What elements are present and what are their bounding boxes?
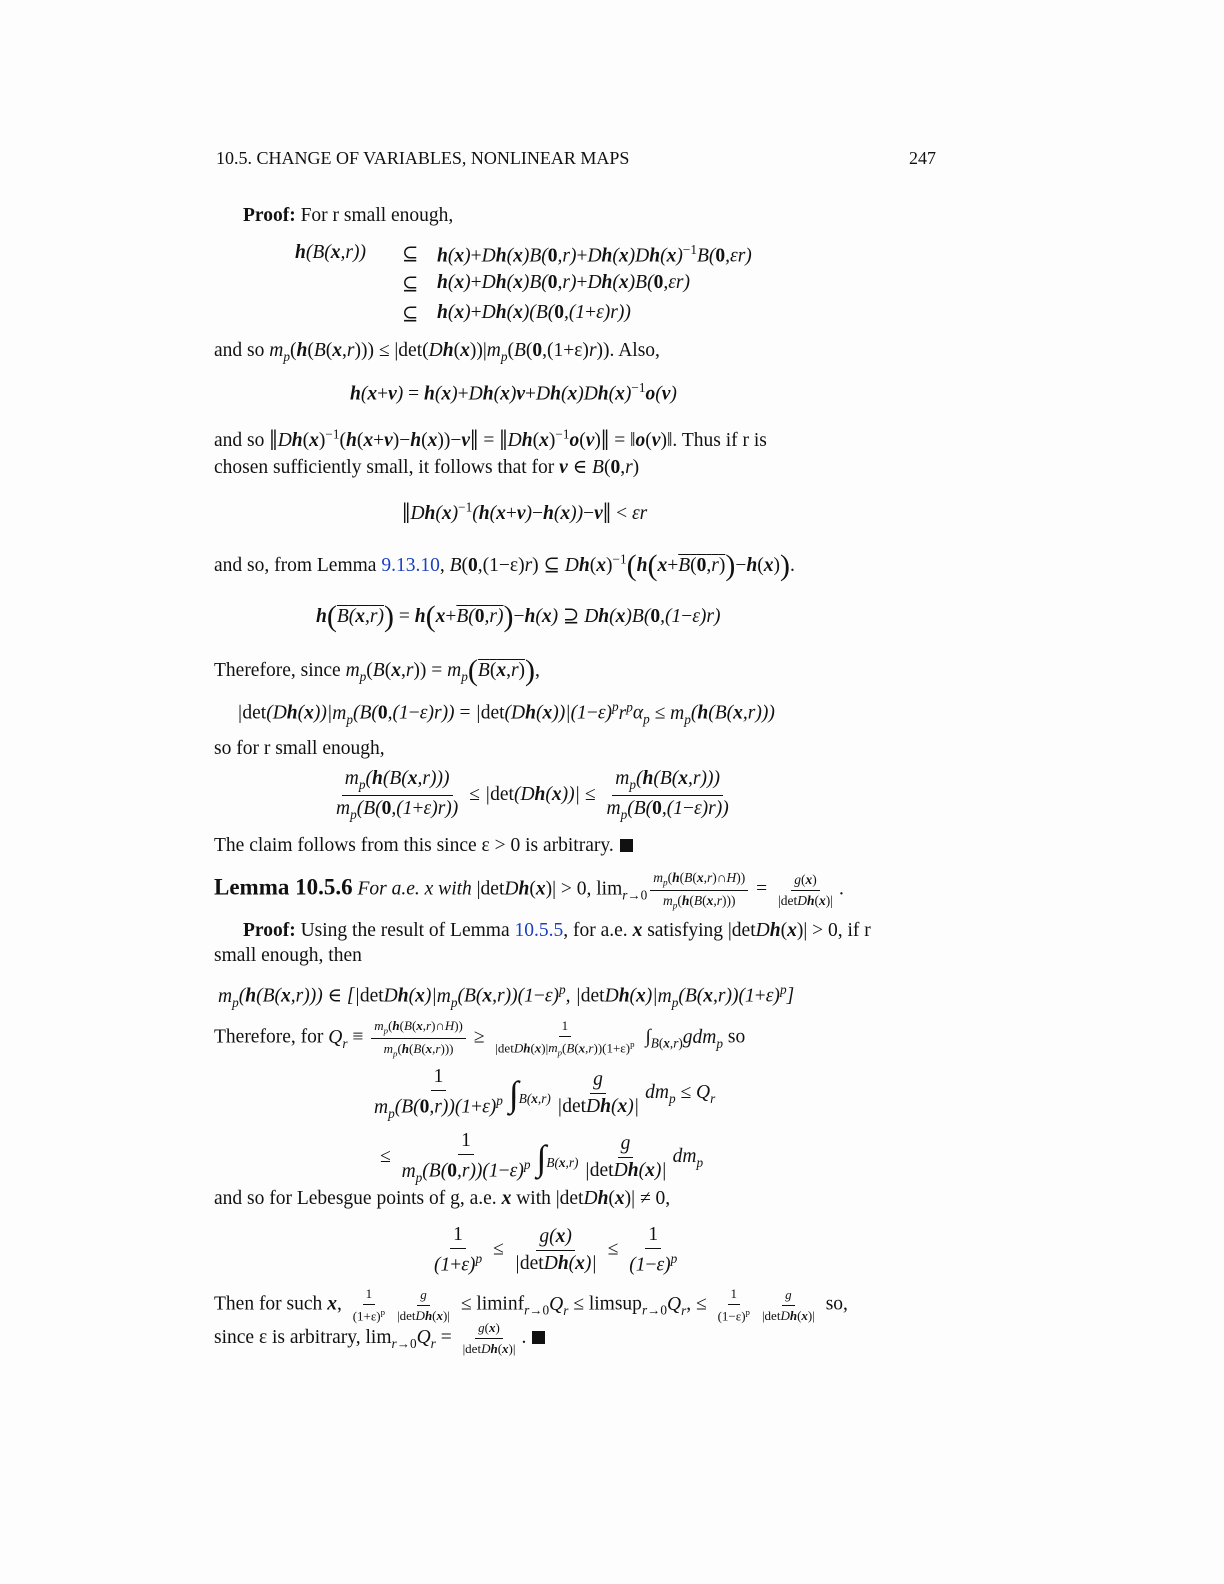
equation-norm-bound: $‖Dh(x)^{-1}(h(x+v)-h(x))-v‖ < \varepsilon r$ — [402, 497, 648, 530]
so-for-r-line: so for r small enough, — [214, 738, 385, 759]
equation-inclusion-1: h(B(x,r)) — [295, 242, 366, 263]
equation-inclusion-2: h(x)+Dh(x)B(0,r)+Dh(x)B(0,εr) — [437, 272, 690, 293]
subseteq-symbol-3: ⊆ — [402, 304, 419, 325]
proof2-intro: Proof: Using the result of Lemma 10.5.5, for a.e. x satisfying |detDh(x)| > 0, if r — [243, 920, 871, 941]
equation-sandwich: $\frac{m_p(h(B(x,r)))}{m_p(B(0,(1+\varepsilon)r))}$ ≤ |det(Dh(x))| ≤ $\frac{m_p(h(B(x,r)))}{m_p(B(0,(1-\varepsilon)r))}$ — [336, 768, 729, 822]
lemma-title: Lemma 10.5.6 — [214, 874, 353, 900]
equation-qr-upper: ≤ $\frac{1}{m_p(B(0,r))(1-\varepsilon)^p}$ $\int_{B(x,r)}$ $\frac{g}{\text{|detDh(x)|}}$ $dm_p$ — [380, 1130, 704, 1185]
proof-label: Proof: — [243, 205, 296, 226]
chosen-line: chosen sufficiently small, it follows that for v ∈ B(0,r) — [214, 457, 640, 478]
lemma-ref-line: and so, from Lemma 9.13.10, B(0,(1−ε)r) ⊆ $Dh(x)^{-1}(h(x+B(0,r))-h(x))$. — [214, 549, 795, 582]
proof-label: Proof: — [243, 920, 296, 941]
lemma-link-9-13-10[interactable]: 9.13.10 — [381, 555, 440, 576]
qr-definition-line: Therefore, for $Q_r$ ≡ $\frac{m_p(h(B(x,r)\cap H))}{m_p(h(B(x,r)))}$ ≥ $\frac{1}{|detDh(x)|m_p(B(x,r))(1+\varepsilon)^p}$ $\int_{B(x,r)}gdm_p$ so — [214, 1018, 746, 1059]
therefore-since-line: Therefore, since $m_p(B(x,r)) = m_p(B(x,r))$, — [214, 654, 540, 687]
subseteq-symbol-1: ⊆ — [402, 244, 419, 265]
norm-line: and so $‖Dh(x)^{-1}(h(x+v)-h(x))-v‖$ = $‖Dh(x)^{-1}o(v)‖$ = ‖o(v)‖. Thus if r is — [214, 424, 767, 457]
small-enough-line: small enough, then — [214, 945, 362, 966]
equation-lower-bound: $|\det(Dh(x))|m_p(B(0,(1-\varepsilon)r)) = |\det(Dh(x))|(1-\varepsilon)^pr^p\alpha_p \le m_p(h(B(x,r)))$ — [237, 699, 775, 727]
proof1-intro — [243, 205, 453, 227]
proof1-intro-text: For r small enough, — [300, 205, 454, 226]
equation-qr-lower: $\frac{1}{m_p(B(0,r))(1+\varepsilon)^p}$ $\int_{B(x,r)}$ $\frac{g}{\text{|detDh(x)|}}$ $dm_p \le Q_r$ — [374, 1066, 716, 1121]
equation-h-expansion: $h(x+v) = h(x)+Dh(x)v+Dh(x)Dh(x)^{-1}o(v)$ — [350, 380, 677, 405]
claim-line: The claim follows from this since ε > 0 is arbitrary. — [214, 835, 633, 857]
equation-closure: h(B(x,r)) = h(x+B(0,r))−h(x) ⊇ Dh(x)B(0,(1−ε)r) — [316, 600, 721, 633]
equation-inclusion-1-rhs: $h(x)+Dh(x)B(0,r)+Dh(x)Dh(x)^{-1}B(0,\varepsilon r)$ — [437, 242, 752, 267]
equation-interval: $m_p(h(B(x,r)))$ ∈ [$|detDh(x)|m_p(B(x,r))(1-\varepsilon)^p$, $|detDh(x)|m_p(B(x,r))(1+\varepsilon)^p$] — [218, 982, 795, 1010]
equation-ratio-bounds: $\frac{1}{(1+\varepsilon)^p}$ ≤ $\frac{g(x)}{\text{|detDh(x)|}}$ ≤ $\frac{1}{(1-\varepsilon)^p}$ — [434, 1224, 678, 1276]
lemma-statement: Lemma 10.5.6 For a.e. x with |detDh(x)| > 0, $\lim_{r\to 0}$ $\frac{m_p(h(B(x,r)\cap H))}{m_p(h(B(x,r)))}$ = $\frac{g(x)}{\text{|detDh(x)|}}$ . — [214, 870, 844, 911]
page-number: 247 — [909, 148, 936, 168]
lebesgue-points-line: and so for Lebesgue points of g, a.e. x with |detDh(x)| ≠ 0, — [214, 1188, 671, 1209]
liminf-limsup-line: Then for such x, $\frac{1}{(1+\varepsilon)^p}$ $\frac{g}{\text{|detDh(x)|}}$ ≤ $liminf_{r\to 0}Q_r$ ≤ $limsup_{r\to 0}Q_r$, ≤ $\frac{1}{(1-\varepsilon)^p}$ $\frac{g}{\text{|detDh(x)|}}$ so, — [214, 1286, 848, 1324]
section-title: 10.5. CHANGE OF VARIABLES, NONLINEAR MAPS — [216, 148, 630, 168]
equation-inclusion-3: h(x)+Dh(x)(B(0,(1+ε)r)) — [437, 302, 631, 323]
qed-mark — [620, 839, 633, 852]
conclusion-line: since ε is arbitrary, $\lim_{r\to 0}Q_r$ = $\frac{g(x)}{\text{|detDh(x)|}}$ . — [214, 1320, 545, 1357]
lemma-link-10-5-5[interactable]: 10.5.5 — [514, 920, 564, 941]
running-header — [216, 148, 936, 169]
measure-bound-line: and so $m_p(h(B(x,r))) \le |\det(Dh(x))|m_p(B(0,(1+\varepsilon)r))$. Also, — [214, 340, 660, 364]
subseteq-symbol-2: ⊆ — [402, 274, 419, 295]
qed-mark — [532, 1331, 545, 1344]
